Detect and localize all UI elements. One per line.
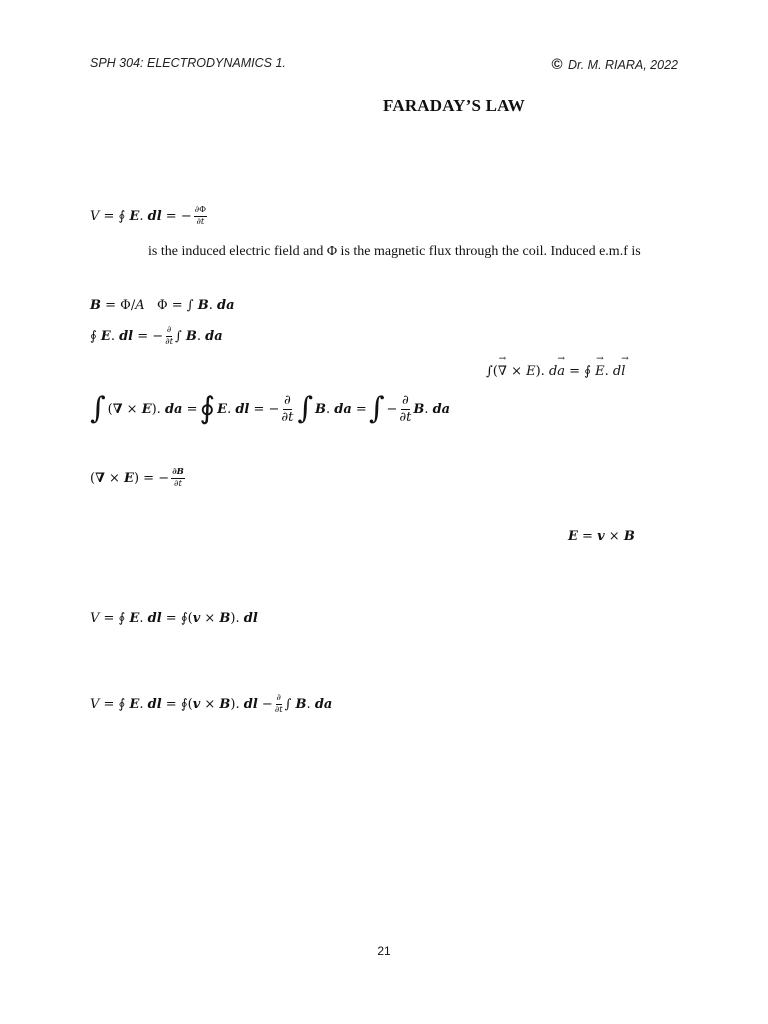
- equation-total-emf: V = ∮ E . dl = ∮( v × B ). dl − $\frac{\partial}{\partial t}$ ∫ B . da: [90, 693, 333, 715]
- fraction: $\frac{\partial}{\partial t}$: [274, 693, 283, 715]
- equation-stokes-theorem: ∫( → ∇ × E ). d → a = ∮ → E . d → l: [486, 364, 625, 379]
- fraction: $\frac{\partial\Phi}{\partial t}$: [194, 205, 207, 227]
- copyright-icon: ©: [551, 56, 563, 73]
- page-number: 21: [377, 944, 391, 958]
- page-title: FARADAY’S LAW: [383, 96, 525, 115]
- equation-curl-integral: ∫ ( ∇ × E ). da = ∮ E . dl = − $\frac{\partial}{\partial t}$ ∫ B . da = ∫ − $\frac{\partial}{\partial t}$ B . da: [90, 391, 451, 426]
- body-paragraph: is the induced electric field and Φ is the magnetic flux through the coil. Induced e.m.f is: [148, 244, 641, 259]
- fraction: $\frac{\partial B}{\partial t}$: [172, 467, 184, 489]
- equation-differential-faraday: ( ∇ × E ) = − $\frac{\partial B}{\partial t}$: [90, 467, 184, 489]
- equation-motional-emf: V = ∮ E . dl = ∮( v × B ). dl: [90, 611, 258, 626]
- equation-emf-flux: V = ∮ E . dl = − $\frac{\partial\Phi}{\partial t}$: [90, 205, 207, 227]
- fraction: $\frac{\partial}{\partial t}$: [165, 325, 173, 347]
- equation-flux-definition: B = Φ/ A Φ = ∫ B . da: [90, 298, 235, 313]
- course-header: SPH 304: ELECTRODYNAMICS 1.: [90, 56, 286, 70]
- fraction: $\frac{\partial}{\partial t}$: [281, 393, 294, 425]
- fraction: $\frac{\partial}{\partial t}$: [399, 393, 412, 425]
- equation-integral-faraday: ∮ E . dl = − $\frac{\partial}{\partial t}$ ∫ B . da: [90, 325, 223, 347]
- copyright-header: [551, 56, 678, 73]
- equation-motional-field: E = v × B: [568, 529, 635, 544]
- copyright-text: Dr. M. RIARA, 2022: [568, 58, 678, 72]
